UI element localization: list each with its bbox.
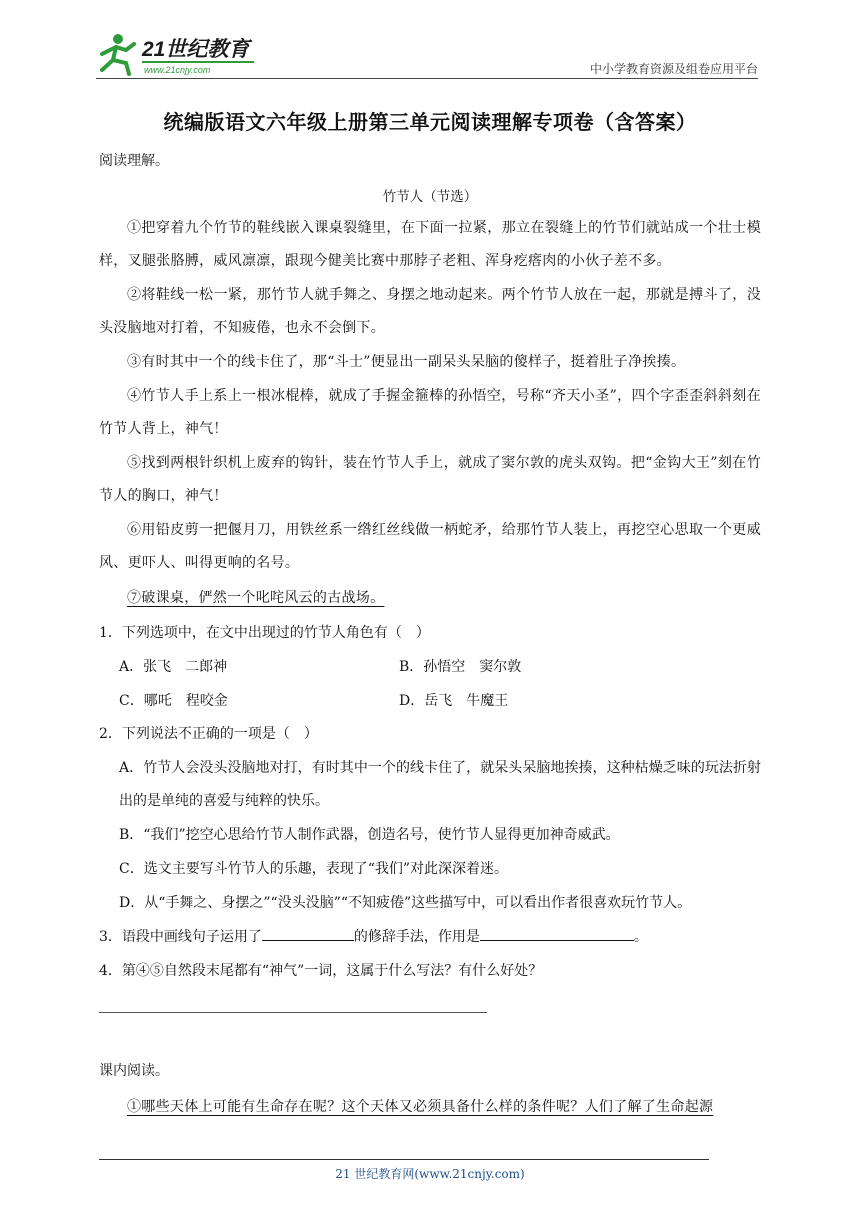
question-2-option-d: D．从“手舞之、身摆之”“没头没脑”“不知疲倦”这些描写中，可以看出作者很喜欢玩竹节人。 [119,895,692,911]
question-3-part-c: 。 [633,929,648,945]
question-2-stem: 2．下列说法不正确的一项是（ ） [99,726,318,742]
header-platform-text: 中小学教育资源及组卷应用平台 [589,62,758,76]
logo-url: www.21cnjy.com [144,65,211,75]
underlined-paragraph [99,582,761,615]
footer-text[interactable]: 21 世纪教育网(www.21cnjy.com) [335,1167,525,1181]
question-2-option-b: B．“我们”挖空心思给竹节人制作武器，创造名号，使竹节人显得更加神奇威武。 [119,827,620,843]
question-2-option-a: A．竹节人会没头没脑地对打，有时其中一个的线卡住了，就呆头呆脑地挨揍，这种枯燥乏味的玩法折射出的是单纯的喜爱与纯粹的快乐。 [119,760,761,809]
header-divider [96,78,758,79]
question-3 [99,921,761,954]
paragraph: ③有时其中一个的线卡住了，那“斗士”便显出一副呆头呆脑的傻样子，挺着肚子净挨揍。 [127,354,686,370]
page-header [96,30,758,80]
question-1-option-a: A．张飞 二郎神 [119,659,228,675]
paragraph: ④竹节人手上系上一根冰棍棒，就成了手握金箍棒的孙悟空，号称“齐天小圣”，四个字歪歪斜斜刻在竹节人背上，神气！ [99,388,761,437]
runner-icon [102,34,134,74]
section-intro: 课内阅读。 [99,1063,169,1079]
paragraph: ②将鞋线一松一紧，那竹节人就手舞之、身摆之地动起来。两个竹节人放在一起，那就是搏斗了，没头没脑地对打着，不知疲倦，也永不会倒下。 [99,287,761,336]
underlined-sentence: ①哪些天体上可能有生命存在呢？这个天体又必须具备什么样的条件呢？人们了解了生命起源 [127,1099,714,1115]
question-1-option-b: B．孙悟空 窦尔敦 [399,659,522,675]
question-2-option-c: C．选文主要写斗竹节人的乐趣，表现了“我们”对此深深着迷。 [119,861,509,877]
answer-blank-effect[interactable] [480,926,634,941]
question-1-option-d: D．岳飞 牛魔王 [399,693,509,709]
paragraph: ⑤找到两根针织机上废弃的钩针，装在竹节人手上，就成了窦尔敦的虎头双钩。把“金钩大王”刻在竹节人的胸口，神气！ [99,455,761,504]
page-title: 统编版语文六年级上册第三单元阅读理解专项卷（含答案） [163,110,697,134]
question-1-stem: 1．下列选项中，在文中出现过的竹节人角色有（ ） [99,625,430,641]
question-4-stem: 4．第④⑤自然段末尾都有“神气”一词，这属于什么写法？有什么好处？ [99,963,543,979]
footer-divider [99,1159,709,1160]
passage-title: 竹节人（节选） [382,189,478,205]
question-3-part-a: 3．语段中画线句子运用了 [99,929,262,945]
question-3-part-b: 的修辞手法，作用是 [353,929,480,945]
answer-blank-rhetoric[interactable] [262,926,354,941]
answer-line[interactable] [99,1012,487,1013]
paragraph: ⑥用铅皮剪一把偃月刀，用铁丝系一绺红丝线做一柄蛇矛，给那竹节人装上，再挖空心思取一个更威风、更吓人、叫得更响的名号。 [99,522,761,571]
paragraph: ①把穿着九个竹节的鞋线嵌入课桌裂缝里，在下面一拉紧，那立在裂缝上的竹节们就站成一个壮士模样，叉腿张胳膊，威风凛凛，跟现今健美比赛中那脖子老粗、浑身疙瘩肉的小伙子差不多。 [99,220,761,269]
logo [96,30,266,78]
underlined-sentence: ⑦破课桌，俨然一个叱咤风云的古战场。 [127,590,385,606]
underlined-paragraph [99,1091,761,1124]
question-1-option-c: C．哪吒 程咬金 [119,693,228,709]
logo-text: 21世纪教育 [142,38,250,61]
section-intro: 阅读理解。 [99,153,169,169]
